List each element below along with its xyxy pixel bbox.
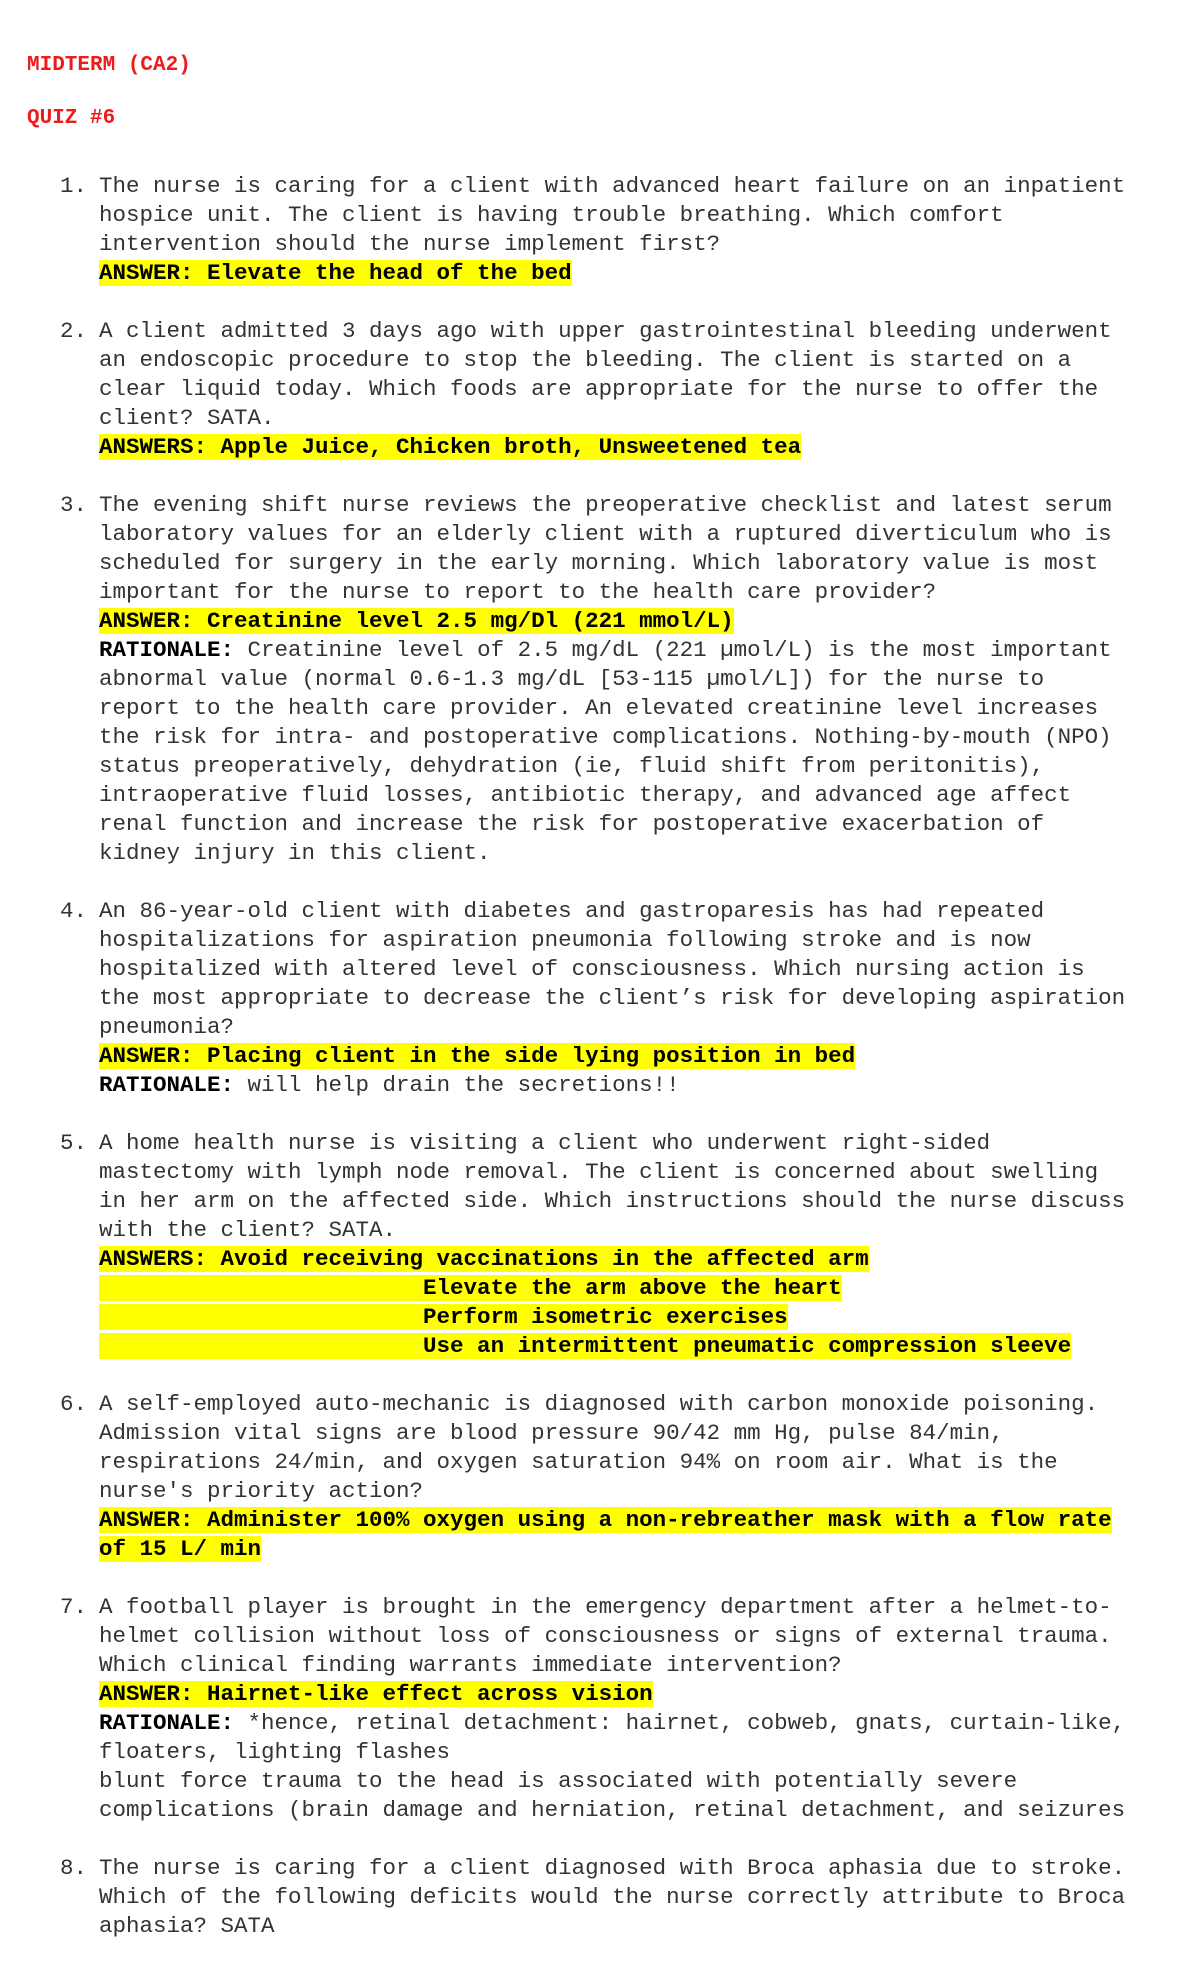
question-number: 5.	[60, 1130, 88, 1156]
answer-line	[99, 1680, 1189, 1709]
rationale-label: RATIONALE:	[99, 1072, 235, 1098]
rationale-text: floaters, lighting flashes	[99, 1739, 451, 1765]
answer-highlight: ANSWERS: Apple Juice, Chicken broth, Unsweetened tea	[99, 434, 802, 460]
answer-highlight: Use an intermittent pneumatic compression sleeve	[99, 1333, 1072, 1359]
question-item	[0, 317, 1200, 462]
question-text-line: aphasia? SATA	[99, 1913, 275, 1939]
question-text-line: hospitalized with altered level of consciousness. Which nursing action is	[99, 956, 1085, 982]
rationale-label: RATIONALE:	[99, 637, 235, 663]
question-text-line: helmet collision without loss of consciousness or signs of external trauma.	[99, 1623, 1112, 1649]
question-text-line: A home health nurse is visiting a client who underwent right-sided	[99, 1130, 991, 1156]
rationale-text: *hence, retinal detachment: hairnet, cobweb, gnats, curtain-like,	[234, 1710, 1126, 1736]
rationale-text: kidney injury in this client.	[99, 840, 491, 866]
answer-highlight: Perform isometric exercises	[99, 1304, 788, 1330]
rationale-line	[99, 1071, 1189, 1100]
question-text-line: The nurse is caring for a client with advanced heart failure on an inpatient	[99, 173, 1126, 199]
answer-line	[99, 1332, 1189, 1361]
answer-highlight: ANSWER: Placing client in the side lying position in bed	[99, 1043, 856, 1069]
question-text-line: hospice unit. The client is having trouble breathing. Which comfort	[99, 202, 1004, 228]
answer-line	[99, 1245, 1189, 1274]
question-body	[99, 1129, 1189, 1361]
rationale-line	[99, 752, 1189, 781]
question-number: 6.	[60, 1391, 88, 1417]
question-text-line: pneumonia?	[99, 1014, 235, 1040]
question-text-line: scheduled for surgery in the early morning. Which laboratory value is most	[99, 550, 1099, 576]
question-body	[99, 897, 1189, 1100]
rationale-line	[99, 1738, 1189, 1767]
question-text-line: An 86-year-old client with diabetes and gastroparesis has had repeated	[99, 898, 1045, 924]
rationale-label: RATIONALE:	[99, 1710, 235, 1736]
question-text-line: A client admitted 3 days ago with upper gastrointestinal bleeding underwent	[99, 318, 1112, 344]
rationale-text: the risk for intra- and postoperative complications. Nothing-by-mouth (NPO)	[99, 724, 1112, 750]
question-number: 3.	[60, 492, 88, 518]
question-item	[0, 1854, 1200, 1941]
question-text-line: with the client? SATA.	[99, 1217, 397, 1243]
answer-line	[99, 607, 1189, 636]
question-body	[99, 491, 1189, 868]
question-body	[99, 1390, 1189, 1564]
answer-highlight: ANSWERS: Avoid receiving vaccinations in the affected arm	[99, 1246, 869, 1272]
rationale-line	[99, 636, 1189, 665]
question-item	[0, 1593, 1200, 1825]
answer-highlight: of 15 L/ min	[99, 1536, 262, 1562]
question-text-line: the most appropriate to decrease the client’s risk for developing aspiration	[99, 985, 1126, 1011]
quiz-title: QUIZ #6	[27, 107, 116, 130]
question-text-line: laboratory values for an elderly client with a ruptured diverticulum who is	[99, 521, 1112, 547]
question-text-line: Admission vital signs are blood pressure 90/42 mm Hg, pulse 84/min,	[99, 1420, 1004, 1446]
question-text-line: Which of the following deficits would the nurse correctly attribute to Broca	[99, 1884, 1126, 1910]
question-text-line: respirations 24/min, and oxygen saturation 94% on room air. What is the	[99, 1449, 1058, 1475]
rationale-text: complications (brain damage and herniation, retinal detachment, and seizures	[99, 1797, 1126, 1823]
question-list	[0, 172, 1200, 1970]
question-number: 1.	[60, 173, 88, 199]
rationale-text: report to the health care provider. An elevated creatinine level increases	[99, 695, 1099, 721]
answer-line	[99, 1535, 1189, 1564]
question-item	[0, 172, 1200, 288]
question-text-line: an endoscopic procedure to stop the bleeding. The client is started on a	[99, 347, 1072, 373]
question-text-line: A self-employed auto-mechanic is diagnosed with carbon monoxide poisoning.	[99, 1391, 1099, 1417]
answer-line	[99, 1303, 1189, 1332]
question-item	[0, 491, 1200, 868]
question-text-line: The evening shift nurse reviews the preoperative checklist and latest serum	[99, 492, 1112, 518]
answer-line	[99, 1274, 1189, 1303]
answer-highlight: ANSWER: Hairnet-like effect across vision	[99, 1681, 653, 1707]
answer-line	[99, 259, 1189, 288]
rationale-text: intraoperative fluid losses, antibiotic therapy, and advanced age affect	[99, 782, 1072, 808]
question-body	[99, 172, 1189, 288]
question-text-line: mastectomy with lymph node removal. The client is concerned about swelling	[99, 1159, 1099, 1185]
rationale-line	[99, 723, 1189, 752]
question-text-line: hospitalizations for aspiration pneumonia following stroke and is now	[99, 927, 1031, 953]
question-text-line: in her arm on the affected side. Which instructions should the nurse discuss	[99, 1188, 1126, 1214]
answer-highlight: ANSWER: Administer 100% oxygen using a non-rebreather mask with a flow rate	[99, 1507, 1112, 1533]
question-body	[99, 1593, 1189, 1825]
rationale-line	[99, 781, 1189, 810]
question-number: 4.	[60, 898, 88, 924]
answer-highlight: Elevate the arm above the heart	[99, 1275, 842, 1301]
rationale-line	[99, 1767, 1189, 1796]
rationale-line	[99, 810, 1189, 839]
question-text-line: Which clinical finding warrants immediate intervention?	[99, 1652, 842, 1678]
question-number: 2.	[60, 318, 88, 344]
rationale-text: abnormal value (normal 0.6-1.3 mg/dL [53-115 µmol/L]) for the nurse to	[99, 666, 1045, 692]
rationale-text: Creatinine level of 2.5 mg/dL (221 µmol/L) is the most important	[234, 637, 1112, 663]
answer-highlight: ANSWER: Elevate the head of the bed	[99, 260, 572, 286]
question-text-line: important for the nurse to report to the health care provider?	[99, 579, 937, 605]
question-text-line: intervention should the nurse implement first?	[99, 231, 721, 257]
rationale-text: status preoperatively, dehydration (ie, fluid shift from peritonitis),	[99, 753, 1045, 779]
question-text-line: clear liquid today. Which foods are appropriate for the nurse to offer the	[99, 376, 1099, 402]
rationale-text: will help drain the secretions!!	[234, 1072, 680, 1098]
answer-line	[99, 1042, 1189, 1071]
answer-highlight: ANSWER: Creatinine level 2.5 mg/Dl (221 mmol/L)	[99, 608, 734, 634]
question-body	[99, 1854, 1189, 1941]
question-body	[99, 317, 1189, 462]
question-text-line: The nurse is caring for a client diagnosed with Broca aphasia due to stroke.	[99, 1855, 1126, 1881]
answer-line	[99, 1506, 1189, 1535]
rationale-line	[99, 1796, 1189, 1825]
rationale-line	[99, 1709, 1189, 1738]
question-text-line: nurse's priority action?	[99, 1478, 424, 1504]
question-item	[0, 1390, 1200, 1564]
rationale-line	[99, 694, 1189, 723]
rationale-line	[99, 665, 1189, 694]
exam-title: MIDTERM (CA2)	[27, 54, 191, 77]
question-text-line: client? SATA.	[99, 405, 275, 431]
question-text-line: A football player is brought in the emergency department after a helmet-to-	[99, 1594, 1112, 1620]
question-item	[0, 897, 1200, 1100]
question-number: 8.	[60, 1855, 88, 1881]
rationale-line	[99, 839, 1189, 868]
rationale-text: renal function and increase the risk for postoperative exacerbation of	[99, 811, 1045, 837]
question-item	[0, 1129, 1200, 1361]
rationale-text: blunt force trauma to the head is associated with potentially severe	[99, 1768, 1018, 1794]
answer-line	[99, 433, 1189, 462]
question-number: 7.	[60, 1594, 88, 1620]
